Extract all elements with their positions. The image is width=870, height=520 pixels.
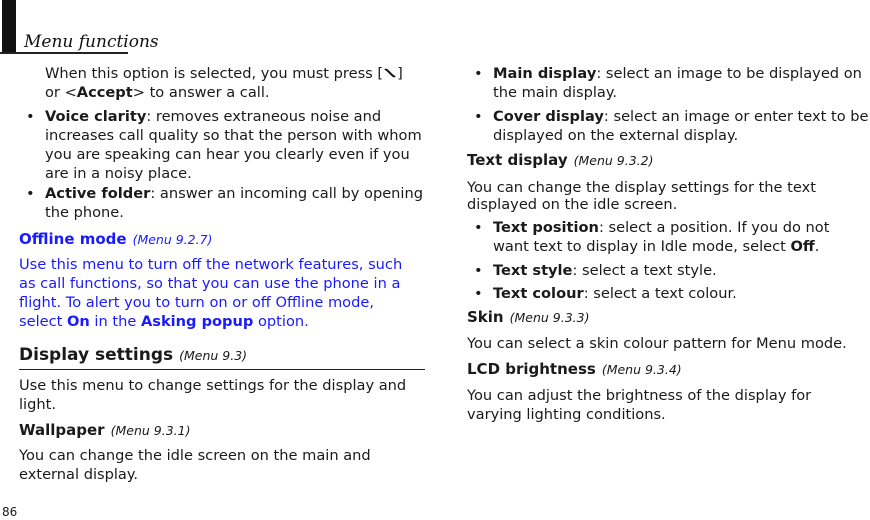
text-display-ref: (Menu 9.3.2) (573, 153, 654, 168)
voice-clarity-line-3: you are speaking can hear you clearly even if you (45, 146, 410, 163)
bullet-active-folder: • (26, 185, 35, 202)
display-settings-heading (19, 345, 247, 365)
offline-mode-text-4c: option. (253, 313, 309, 330)
cover-display-line-2: displayed on the external display. (493, 127, 739, 144)
lcd-brightness-title: LCD brightness (467, 360, 596, 378)
asking-popup-option: Asking popup (140, 313, 254, 330)
wallpaper-line-2: external display. (19, 466, 139, 483)
text-position-line-2 (493, 237, 819, 256)
lcd-brightness-line-1: You can adjust the brightness of the display for (467, 387, 812, 404)
offline-mode-ref: (Menu 9.2.7) (132, 232, 213, 247)
text-position-text-1: : select a position. If you do not (598, 219, 830, 236)
skin-heading (467, 308, 589, 326)
skin-title: Skin (467, 308, 504, 326)
text-display-line-2: displayed on the idle screen. (467, 196, 678, 213)
active-folder-line-1 (45, 184, 423, 203)
active-folder-term: Active folder (45, 185, 151, 202)
text-colour-line (493, 284, 737, 303)
end-call-icon (383, 65, 397, 84)
offline-mode-title: Offline mode (19, 230, 127, 248)
lcd-brightness-line-2: varying lighting conditions. (467, 406, 666, 423)
cover-display-text-1: : select an image or enter text to be (603, 108, 869, 125)
main-display-line-1 (493, 64, 862, 83)
text-position-line-1 (493, 218, 829, 237)
text-position-text-2b: . (814, 238, 820, 255)
text-colour-term: Text colour (493, 285, 584, 302)
offline-mode-line-1: Use this menu to turn off the network features, such (19, 256, 403, 273)
text-position-term: Text position (493, 219, 599, 236)
wallpaper-heading (19, 421, 190, 439)
voice-clarity-term: Voice clarity (45, 108, 147, 125)
wallpaper-title: Wallpaper (19, 421, 105, 439)
bullet-main-display: • (474, 65, 483, 82)
text-style-line (493, 261, 717, 280)
intro-text-1b: ] (397, 65, 403, 82)
skin-line: You can select a skin colour pattern for Menu mode. (467, 335, 847, 352)
active-folder-text-1: : answer an incoming call by opening (150, 185, 424, 202)
text-colour-text: : select a text colour. (583, 285, 737, 302)
intro-text-2a: or < (45, 84, 77, 101)
header-rule (0, 52, 128, 54)
offline-mode-text-4b: in the (89, 313, 141, 330)
intro-text-1a: When this option is selected, you must press [ (45, 65, 384, 82)
offline-mode-heading (19, 230, 212, 248)
cover-display-term: Cover display (493, 108, 604, 125)
offline-on-option: On (67, 313, 90, 330)
bullet-text-colour: • (474, 285, 483, 302)
wallpaper-line-1: You can change the idle screen on the main and (19, 447, 371, 464)
voice-clarity-text-1: : removes extraneous noise and (146, 108, 382, 125)
wallpaper-ref: (Menu 9.3.1) (110, 423, 191, 438)
text-position-text-2a: want text to display in Idle mode, select (493, 238, 791, 255)
main-display-text-1: : select an image to be displayed on (596, 65, 862, 82)
section-rule (19, 369, 425, 370)
lcd-brightness-ref: (Menu 9.3.4) (601, 362, 682, 377)
bullet-text-style: • (474, 262, 483, 279)
display-settings-line-1: Use this menu to change settings for the display and (19, 377, 407, 394)
text-display-title: Text display (467, 151, 568, 169)
text-style-term: Text style (493, 262, 573, 279)
header-title: Menu functions (24, 32, 159, 52)
header-bar-graphic (2, 0, 16, 52)
voice-clarity-line-1 (45, 107, 381, 126)
text-display-heading (467, 151, 653, 169)
cover-display-line-1 (493, 107, 869, 126)
offline-mode-line-3: flight. To alert you to turn on or off Offline mode, (19, 294, 374, 311)
main-display-term: Main display (493, 65, 597, 82)
bullet-voice-clarity: • (26, 108, 35, 125)
accept-key-label: Accept (76, 84, 133, 101)
skin-ref: (Menu 9.3.3) (509, 310, 590, 325)
offline-mode-line-4 (19, 312, 309, 331)
text-display-line-1: You can change the display settings for the text (467, 179, 816, 196)
page-number: 86 (2, 505, 18, 519)
voice-clarity-line-2: increases call quality so that the person with whom (45, 127, 422, 144)
main-display-line-2: the main display. (493, 84, 618, 101)
display-settings-title: Display settings (19, 345, 174, 365)
offline-mode-line-2: as call functions, so that you can use the phone in a (19, 275, 401, 292)
offline-mode-text-4a: select (19, 313, 67, 330)
intro-line-2 (45, 83, 270, 102)
display-settings-line-2: light. (19, 396, 56, 413)
bullet-cover-display: • (474, 108, 483, 125)
intro-text-2b: > to answer a call. (132, 84, 270, 101)
display-settings-ref: (Menu 9.3) (179, 348, 248, 363)
voice-clarity-line-4: are in a noisy place. (45, 165, 192, 182)
bullet-text-position: • (474, 219, 483, 236)
text-style-text: : select a text style. (572, 262, 717, 279)
lcd-brightness-heading (467, 360, 682, 378)
intro-line-1 (45, 64, 403, 84)
off-option: Off (790, 238, 815, 255)
active-folder-line-2: the phone. (45, 204, 124, 221)
